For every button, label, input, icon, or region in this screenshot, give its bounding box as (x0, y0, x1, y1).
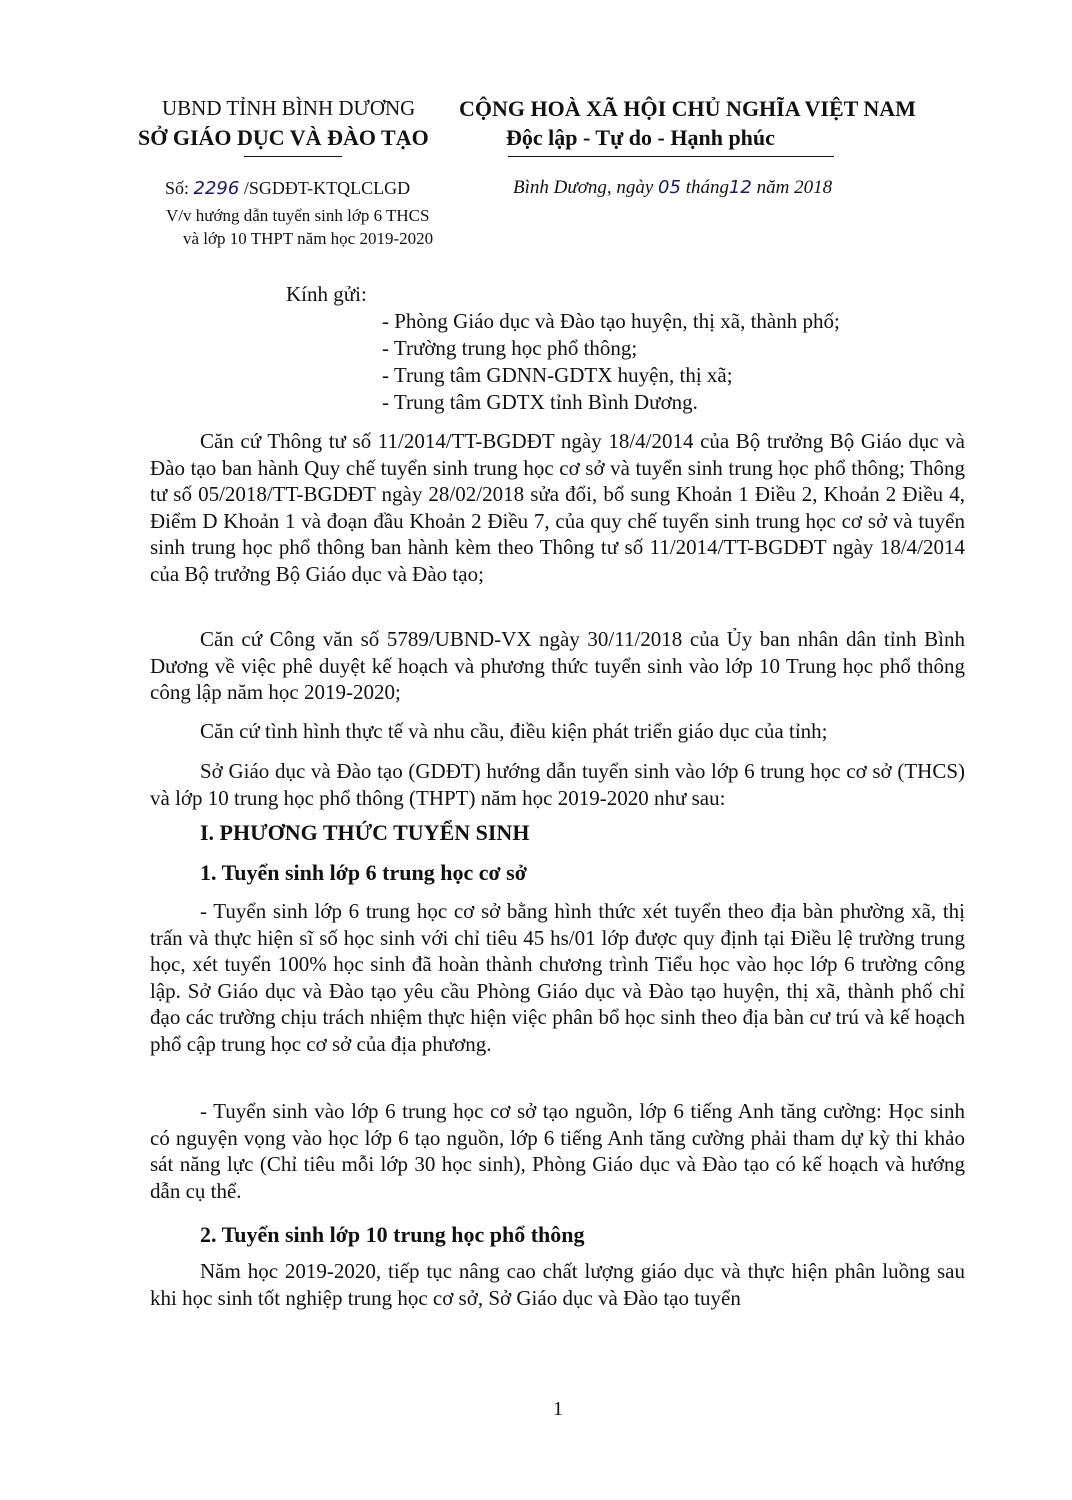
motto-underline (508, 156, 834, 157)
paragraph-text: Căn cứ Thông tư số 11/2014/TT-BGDĐT ngày 18/4/2014 của Bộ trưởng Bộ Giáo dục và Đào tạo ban hành Quy chế tuyển sinh trung học cơ sở và tuyển sinh trung học phổ thông; Thông tư số 05/2018/TT-BGDĐT ngày 28/02/2018 sửa đổi, bổ sung Khoản 1 Điều 2, Khoản 2 Điều 4, Điểm D Khoản 1 và đoạn đầu Khoản 2 Điều 7, của quy chế tuyển sinh trung học cơ sở và tuyển sinh trung học phổ thông ban hành kèm theo Thông tư số 11/2014/TT-BGDĐT ngày 18/4/2014 của Bộ trưởng Bộ Giáo dục và Đào tạo; (150, 429, 965, 586)
document-number (165, 178, 410, 199)
legal-basis-paragraph-3 (150, 718, 965, 745)
legal-basis-paragraph-2 (150, 626, 965, 706)
page-number: 1 (553, 1398, 563, 1420)
subsection-2-title: 2. Tuyển sinh lớp 10 trung học phổ thông (200, 1222, 585, 1247)
recipients-label: Kính gửi: (286, 282, 367, 306)
date-month-label: tháng (685, 177, 729, 198)
national-motto: Độc lập - Tự do - Hạnh phúc (506, 125, 775, 150)
intro-paragraph (150, 758, 965, 811)
recipient-item: - Phòng Giáo dục và Đào tạo huyện, thị xã, thành phố; (382, 309, 840, 333)
subsection-1-paragraph-1 (150, 898, 965, 1058)
national-title: CỘNG HOÀ XÃ HỘI CHỦ NGHĨA VIỆT NAM (459, 96, 916, 121)
subsection-1-paragraph-2 (150, 1098, 965, 1204)
department-name: SỞ GIÁO DỤC VÀ ĐÀO TẠO (138, 125, 429, 150)
paragraph-text: Căn cứ Công văn số 5789/UBND-VX ngày 30/11/2018 của Ủy ban nhân dân tỉnh Bình Dương về việc phê duyệt kế hoạch và phương thức tuyển sinh vào lớp 10 Trung học phổ thông công lập năm học 2019-2020; (150, 627, 965, 705)
recipient-item: - Trung tâm GDTX tỉnh Bình Dương. (382, 390, 698, 414)
legal-basis-paragraph-1 (150, 428, 965, 588)
recipient-item: - Trường trung học phổ thông; (382, 336, 638, 360)
subsection-1-title: 1. Tuyển sinh lớp 6 trung học cơ sở (200, 860, 527, 885)
section-1-title: I. PHƯƠNG THỨC TUYỂN SINH (200, 820, 530, 845)
subsection-2-paragraph (150, 1258, 965, 1311)
paragraph-text: - Tuyển sinh lớp 6 trung học cơ sở bằng hình thức xét tuyển theo địa bàn phường xã, thị trấn và thực hiện sĩ số học sinh với chỉ tiêu 45 hs/01 lớp được quy định tại Điều lệ trường trung học, xét tuyển 100% học sinh đã hoàn thành chương trình Tiểu học vào học lớp 6 trường công lập. Sở Giáo dục và Đào tạo yêu cầu Phòng Giáo dục và Đào tạo huyện, thị xã, thành phố chỉ đạo các trường chịu trách nhiệm thực hiện việc phân bổ học sinh theo địa bàn cư trú và kế hoạch phổ cập trung học cơ sở của địa phương. (150, 899, 965, 1056)
number-prefix: Số: (165, 178, 190, 198)
paragraph-text: Sở Giáo dục và Đào tạo (GDĐT) hướng dẫn tuyển sinh vào lớp 6 trung học cơ sở (THCS) và lớp 10 trung học phổ thông (THPT) năm học 2019-2020 như sau: (150, 759, 965, 810)
handwritten-day: 05 (658, 177, 681, 198)
issue-date (513, 177, 832, 199)
handwritten-number: 2296 (193, 178, 240, 199)
paragraph-text: Căn cứ tình hình thực tế và nhu cầu, điều kiện phát triển giáo dục của tỉnh; (200, 719, 828, 743)
department-underline (244, 156, 342, 157)
subject-line-1: V/v hướng dẫn tuyển sinh lớp 6 THCS (166, 206, 430, 225)
subject-line-2: và lớp 10 THPT năm học 2019-2020 (183, 229, 434, 248)
paragraph-text: - Tuyển sinh vào lớp 6 trung học cơ sở tạo nguồn, lớp 6 tiếng Anh tăng cường: Học sinh có nguyện vọng vào học lớp 6 tạo nguồn, lớp 6 tiếng Anh tăng cường phải tham dự kỳ thi khảo sát năng lực (Chỉ tiêu mỗi lớp 30 học sinh), Phòng Giáo dục và Đào tạo có kế hoạch và hướng dẫn cụ thể. (150, 1099, 965, 1203)
agency-name: UBND TỈNH BÌNH DƯƠNG (162, 96, 416, 120)
handwritten-month: 12 (728, 177, 752, 198)
date-year: năm 2018 (756, 177, 833, 198)
recipient-item: - Trung tâm GDNN-GDTX huyện, thị xã; (382, 363, 733, 387)
paragraph-text: Năm học 2019-2020, tiếp tục nâng cao chất lượng giáo dục và thực hiện phân luồng sau khi học sinh tốt nghiệp trung học cơ sở, Sở Giáo dục và Đào tạo tuyển (150, 1259, 965, 1310)
date-prefix: Bình Dương, ngày (513, 177, 654, 198)
recipients-list (382, 308, 840, 416)
number-suffix: /SGDĐT-KTQLCLGD (243, 178, 411, 198)
